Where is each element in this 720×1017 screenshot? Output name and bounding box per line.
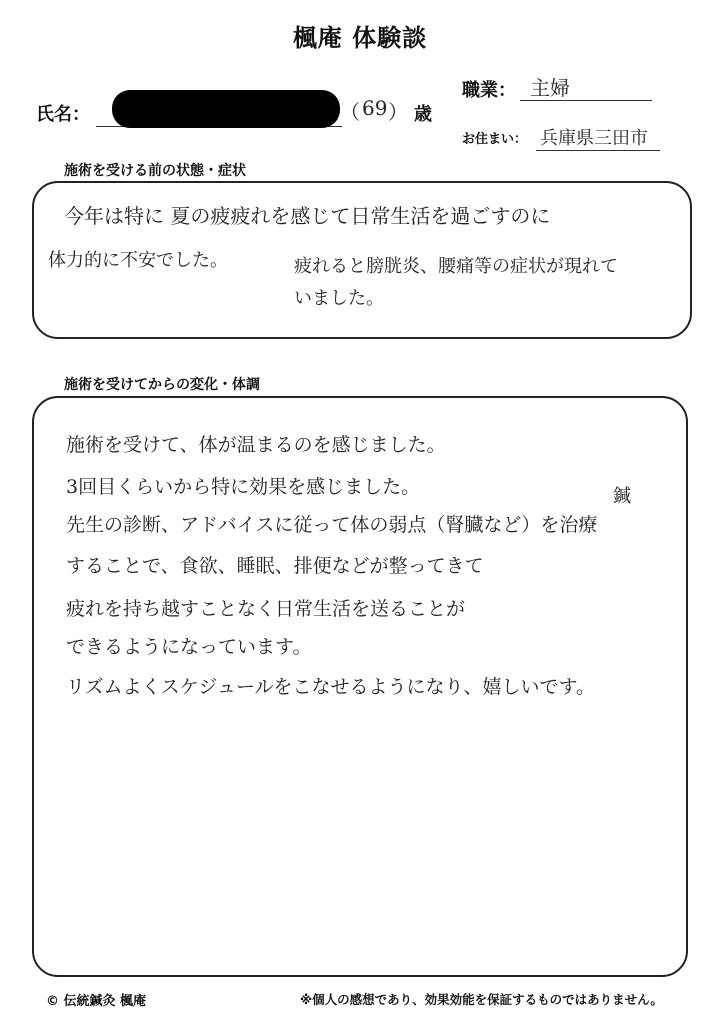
after-line-1: 施術を受けて、体が温まるのを感じました。 xyxy=(66,434,446,456)
footer-disclaimer: ※個人の感想であり、効果効能を保証するものではありません。 xyxy=(300,992,663,1007)
before-line-1: 今年は特に 夏の疲疲れを感じて日常生活を過ごすのに xyxy=(64,204,551,228)
after-insert-mark: 鍼 xyxy=(613,486,631,507)
footer-copyright: © 伝統鍼灸 楓庵 xyxy=(46,994,147,1009)
before-line-4: いました。 xyxy=(294,288,384,309)
before-line-2: 体力的に不安でした。 xyxy=(48,250,228,271)
age-value: 69 xyxy=(362,96,388,120)
after-heading: 施術を受けてからの変化・体調 xyxy=(64,377,260,393)
before-heading: 施術を受ける前の状態・症状 xyxy=(64,163,246,179)
residence-underline xyxy=(536,150,660,151)
occupation-value: 主婦 xyxy=(530,76,570,100)
age-close-paren: ） xyxy=(388,100,408,124)
residence-label: お住まい： xyxy=(462,132,528,147)
before-line-3: 疲れると膀胱炎、腰痛等の症状が現れて xyxy=(294,256,618,277)
residence-value: 兵庫県三田市 xyxy=(540,128,648,149)
after-line-6: できるようになっています。 xyxy=(66,636,312,658)
after-line-5: 疲れを持ち越すことなく日常生活を送ることが xyxy=(66,598,466,620)
age-unit: 歳 xyxy=(414,104,432,125)
after-line-2: 3回目くらいから特に効果を感じました。 xyxy=(66,476,421,498)
page-title: 楓庵 体験談 xyxy=(292,24,428,52)
after-line-3: 先生の診断、アドバイスに従って体の弱点（腎臓など）を治療 xyxy=(66,514,598,536)
name-redaction xyxy=(112,90,340,128)
name-label: 氏名： xyxy=(36,104,90,125)
occupation-label: 職業： xyxy=(462,80,516,101)
after-line-4: することで、食欲、睡眠、排便などが整ってきて xyxy=(66,555,484,577)
after-line-7: リズムよくスケジュールをこなせるようになり、嬉しいです。 xyxy=(66,676,595,698)
age-open-paren: （ xyxy=(340,100,360,124)
